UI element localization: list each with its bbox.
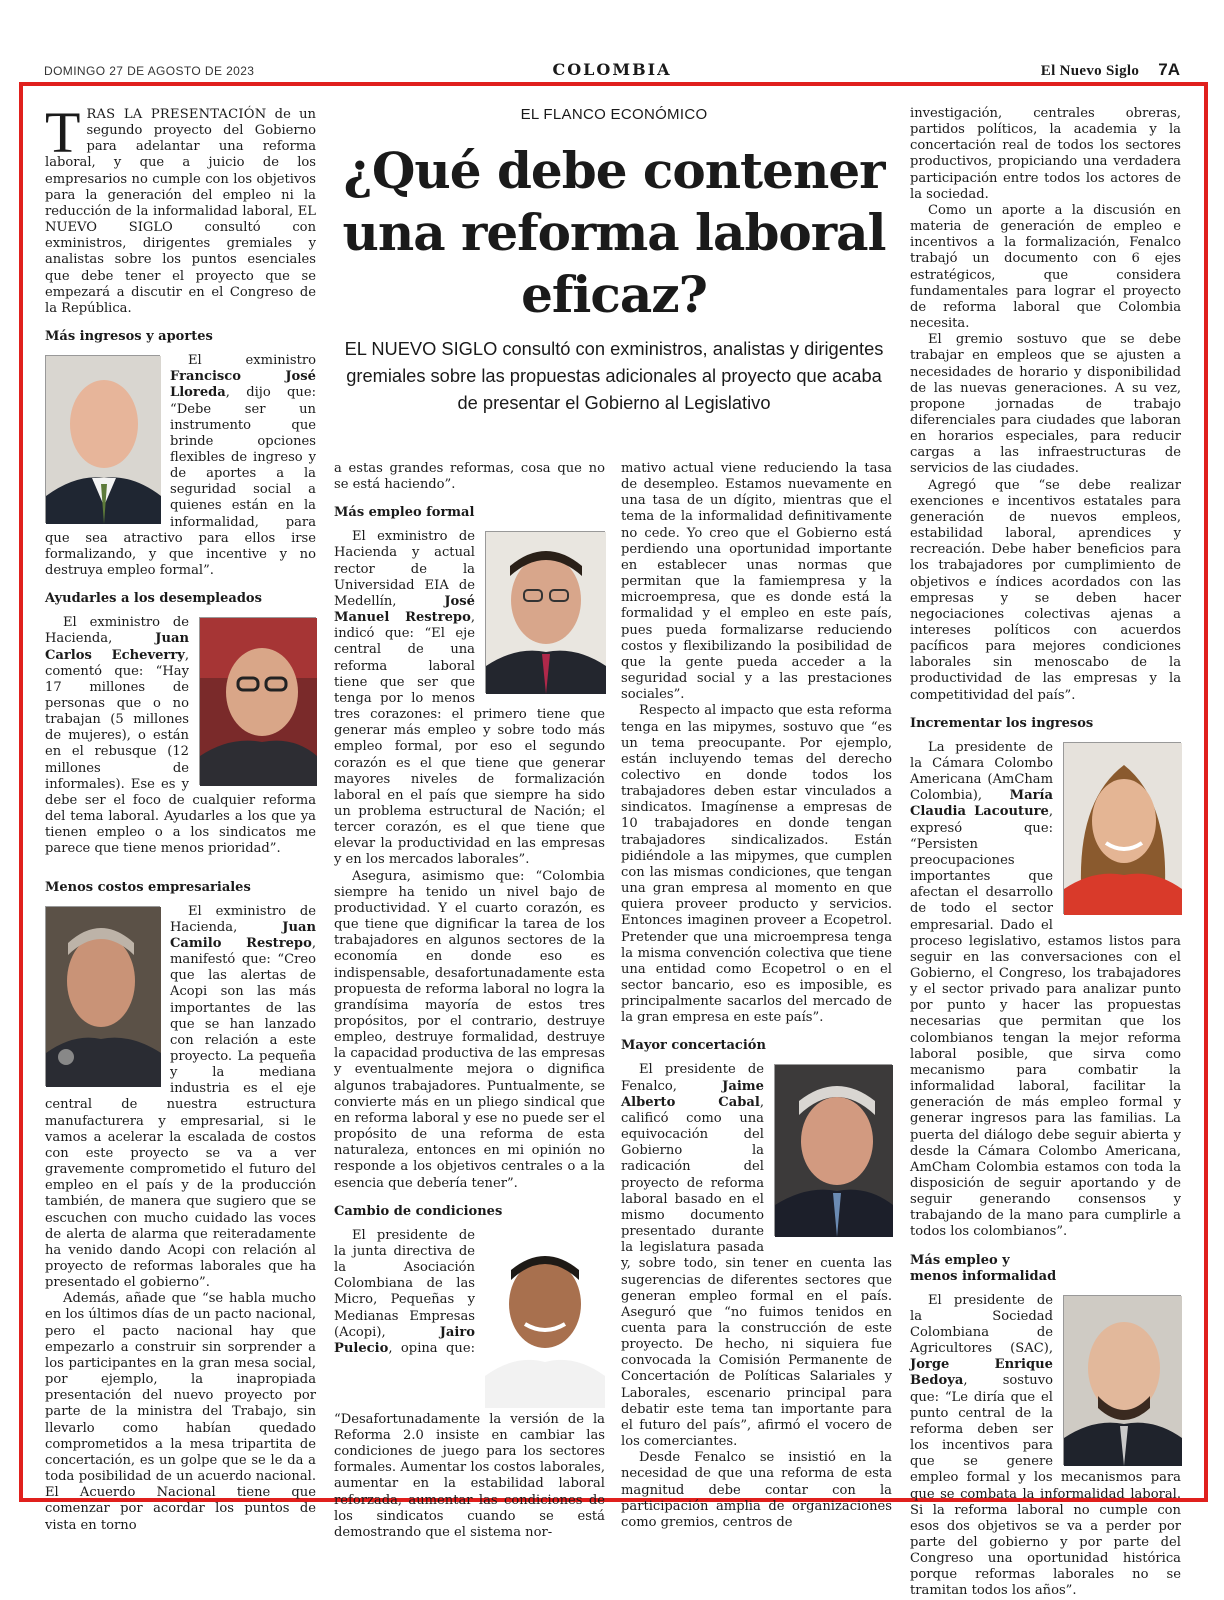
col3-continuation: mativo actual viene reduciendo la tasa de desempleo. Estamos nuevamente en una tasa de un dígito, mientras que el tema de la informalidad definitivamente no cede. Yo creo que el Gobierno está perdiendo una oportunidad importante en establecer unas normas que permitan que la famiempresa y la microempresa, que es donde está la formalidad y el empleo en este país, pues pueda formalizarse reduciendo costos y flexibilizando la posibilidad de que la gente pueda acceder a la seguridad social y a las prestaciones sociales”.	[621, 461, 892, 703]
source-name-cabal: Jaime Alberto Cabal	[621, 1078, 764, 1110]
issue-date: DOMINGO 27 DE AGOSTO DE 2023	[44, 64, 255, 78]
cabal-quote-continued: Desde Fenalco se insistió en la necesidad de que una reforma de esta magnitud debe contar con la participación amplia de organizaciones como gremios, centros de	[621, 1450, 892, 1530]
jose-manuel-quote-continued: Asegura, asimismo que: “Colombia siempre ha tenido un nivel bajo de productividad. Y el cuarto corazón, es que tiene que dignificar la tarea de los trabajadores en algunos sectores de la economía en donde eso es indispensable, desafortunadamente esta propuesta de reforma laboral no logra la grandísima mayoría de estos tres propósitos, por el contrario, destruye empleo, destruye formalidad, destruye la capacidad productiva de las empresas y eventualmente mejora o dignifica algunos trabajadores. Puntualmente, se convierte más en un pliego sindical que en reforma laboral y ese no puede ser el propósito de una reforma de esta naturaleza, entonces en mi opinión no responde a los objetivos centrales o a la esencia que debería tener”.	[334, 868, 605, 1191]
section-name: COLOMBIA	[552, 60, 672, 79]
subhead-costos: Menos costos empresariales	[45, 879, 251, 895]
restrepo-quote: El exministro de Hacienda, Juan Camilo Restrepo, manifestó que: “Creo que las alertas de Acopi son las más importantes de las que se han lanzado con relación a este proyecto. La pequeña y la mediana industria es el eje central de nuestra estructura manufacturera y empresarial, si le vamos a acelerar la escalada de costos con este proyecto se va a ver gravemente comprometido el futuro del empleo en el país y de la producción también, de manera que sugiero que se escuchen con mucho cuidado las voces de alerta de alarma que reiteradamente ha venido dando Acopi con relación al proyecto de reformas laborales que ha presentado el gobierno”.	[45, 903, 316, 1291]
intro-text: de un segundo proyecto del Gobierno para adelantar una reforma laboral, y que a juicio de los empresarios no cumple con los objetivos para la generación del empleo ni la reducción de la informalidad laboral, EL NUEVO SIGLO consultó con exministros, dirigentes gremiales y analistas sobre los puntos esenciales que debe tener el proyecto que se empezará a discutir en el Congreso de la República.	[45, 107, 316, 316]
mipymes-paragraph: Respecto al impacto que esta reforma tenga en las mipymes, sostuvo que “es un tema preocupante. Por ejemplo, están incluyendo temas del derecho colectivo en donde todos los trabajadores deben estar vinculados a sindicatos. Imagínense a empresas de 10 trabajadores en donde tengan trabajadores sindicalizados. Están pidiéndole a las mipymes, que cumplen con las mismas condiciones, que tengan una gran empresa al momento en que quiera proveer producto y servicios. Entonces imaginen proveer a Ecopetrol. Pretender que una microempresa tenga la misma convención colectiva que tiene una entidad como Ecopetrol o en el sector bancario, eso es imposible, es principalmente sacarlos del mercado de la gran empresa en este país”.	[621, 703, 892, 1026]
portrait-photo-jose-manuel-restrepo	[485, 531, 605, 693]
newspaper-brand: El Nuevo Siglo	[1040, 63, 1140, 79]
subhead-cambio: Cambio de condiciones	[334, 1203, 503, 1219]
intro-paragraph	[45, 100, 316, 317]
column-4	[910, 106, 1181, 1600]
portrait-photo-restrepo	[45, 906, 160, 1086]
column-3	[621, 461, 892, 1531]
source-name-lloreda: Francisco José Lloreda	[170, 369, 316, 401]
source-name-restrepo: Juan Camilo Restrepo	[170, 919, 316, 951]
drop-cap: T	[45, 100, 81, 165]
page-header	[44, 60, 1180, 82]
col2-continuation: a estas grandes reformas, cosa que no se está haciendo”.	[334, 461, 605, 493]
column-2	[334, 461, 605, 1541]
article-deck: EL NUEVO SIGLO consultó con exministros, analistas y dirigentes gremiales sobre las propuestas adicionales al proyecto que acaba de presentar el Gobierno al Legislativo	[344, 338, 884, 413]
restrepo-quote-continued: Además, añade que “se habla mucho en los últimos días de un pacto nacional, pero el pacto nacional hay que empezarlo a construir sin sorprender a los participantes en la gran mesa social, por ejemplo, la inapropiada presentación del nuevo proyecto por parte de la ministra del Trabajo, sin llevarlo como habían quedado comprometidos a la mesa tripartita de concertación, es un golpe que se le da a toda posibilidad de un acuerdo nacional. El Acuerdo Nacional tiene que comenzar por acordar los puntos de vista en torno	[45, 1291, 316, 1533]
source-name-lacouture: María Claudia Lacouture	[910, 788, 1053, 820]
subhead-desempleados: Ayudarles a los desempleados	[45, 591, 262, 607]
source-name-bedoya: Jorge Enrique Bedoya	[910, 1357, 1053, 1389]
lacouture-quote: La presidente de la Cámara Colombo Americana (AmCham Colombia), María Claudia Lacouture, expresó que: “Persisten preocupaciones importantes que afectan el desarrollo de todo el sector empresarial. Dado el proceso legislativo, estamos listos para seguir en las conversaciones con el Gobierno, el Congreso, los trabajadores y el sector privado para analizar punto por punto y hacer las propuestas necesarias que permitan que los colombianos tengan la mejor reforma laboral posible, que sirva como mecanismo para combatir la informalidad laboral, facilitar la generación de más empleo formal y generar ingresos para las familias. La puerta del diálogo debe seguir abierta y desde la Cámara Colombo Americana, AmCham Colombia estamos con toda la disposición de seguir aportando y de seguir generando consensos y trabajando de la mano para cumplirle a todos los colombianos”.	[910, 739, 1181, 1240]
portrait-photo-cabal	[774, 1064, 892, 1236]
portrait-photo-bedoya	[1063, 1295, 1181, 1465]
fenalco-jornadas-paragraph: El gremio sostuvo que se debe trabajar en empleos que se ajusten a necesidades de horario y disponibilidad de las nuevas generaciones. A su vez, propone jornadas de trabajo diferenciales para ciudades que laboran en horarios especiales, para reducir cargas a las infraestructuras de servicios de las ciudades.	[910, 332, 1181, 477]
page-number: 7A	[1158, 60, 1180, 79]
lloreda-quote: El exministro Francisco José Lloreda, dijo que: “Debe ser un instrumento que brinde opciones flexibles de ingreso y de aportes a la seguridad social a quienes están en la informalidad, para que sea atractivo para ellos irse formalizando, y que incentive y no destruya empleo formal”.	[45, 353, 316, 579]
subhead-incrementar: Incrementar los ingresos	[910, 715, 1094, 731]
source-name-pulecio: Jairo Pulecio	[334, 1324, 475, 1356]
fenalco-exenciones-paragraph: Agregó que “se debe realizar exenciones e incentivos estatales para generación de nuevos empleos, estabilidad laboral, aprendices y recreación. Debe haber beneficios para los trabajadores por cumplimiento de objetivos e índices acordados con las empresas y se deben hacer negociaciones colectivas ajenas a intereses políticos con acuerdos pacíficos para mejores condiciones laborales sin menoscabo de la productividad de las empresas y la competitividad del país”.	[910, 477, 1181, 703]
fenalco-document-paragraph: Como un aporte a la discusión en materia de generación de empleo e incentivos a la formalización, Fenalco trabajó un documento con 6 ejes estratégicos, que considera fundamentales para lograr el proyecto de reforma laboral que Colombia necesita.	[910, 202, 1181, 332]
lead-caps: RAS LA PRESENTACIÓN	[86, 107, 267, 122]
column-1	[45, 100, 316, 1534]
bedoya-quote: El presidente de la Sociedad Colombiana de Agricultores (SAC), Jorge Enrique Bedoya, sostuvo que: “Le diría que el punto central de la reforma deben ser los incentivos para que se genere empleo formal y los mecanismos para que se combata la informalidad laboral. Si la reforma laboral no cumple con esos dos objetivos se va a perder por parte del gobierno y por parte del Congreso una oportunidad histórica porque reformas laborales no se tramitan todos los años”.	[910, 1292, 1181, 1599]
header-right	[1041, 60, 1180, 80]
jose-manuel-quote: El exministro de Hacienda y actual rector de la Universidad EIA de Medellín, José Manuel Restrepo, indicó que: “El eje central de una reforma laboral tiene que ser que tenga por lo menos tres corazones: el primero tiene que generar más empleo y sobre todo más empleo formal, por eso el segundo corazón es el que tiene que generar mayores niveles de formalización laboral en el país que siempre ha sido un problema estructural de Nación; el tercer corazón, es el que tiene que elevar la productividad en las empresas y en los mercados laborales”.	[334, 529, 605, 868]
echeverry-quote: El exministro de Hacienda, Juan Carlos Echeverry, comentó que: “Hay 17 millones de personas que o no trabajan (5 millones de mujeres), o están en el rebusque (12 millones de informales). Ese es y debe ser el foco de cualquier reforma del tema laboral. Ayudarles a los que ya tienen empleo o a los sindicatos me parece que tiene menos prioridad”.	[45, 615, 316, 857]
source-name-echeverry: Juan Carlos Echeverry	[45, 631, 189, 663]
portrait-photo-pulecio	[485, 1230, 605, 1408]
subhead-concertacion: Mayor concertación	[621, 1038, 766, 1054]
portrait-photo-lacouture	[1063, 742, 1181, 914]
subhead-informalidad: Más empleo y menos informalidad	[910, 1252, 1057, 1284]
portrait-photo-lloreda	[45, 355, 160, 523]
pulecio-quote: El presidente de la junta directiva de la Asociación Colombiana de las Micro, Pequeñas y Medianas Empresas (Acopi), Jairo Pulecio, opina que: “Desafortunadamente la versión de la Reforma 2.0 insiste en cambiar las condiciones de juego para los sectores formales. Aumentar los costos laborales, aumentar en la estabilidad laboral reforzada, aumentar las condiciones de los sindicatos cuando se está demostrando que el sistema nor-	[334, 1227, 605, 1540]
cabal-quote: El presidente de Fenalco, Jaime Alberto Cabal, calificó como una equivocación del Gobierno la radicación del proyecto de reforma laboral basado en el mismo documento presentado durante la legislatura pasada y, sobre todo, sin tener en cuenta las sugerencias de diferentes sectores que generan empleo formal en el país. Aseguró que “no fuimos tenidos en cuenta para la construcción de este proyecto. De hecho, ni siquiera fue convocada la Comisión Permanente de Concertación de Políticas Salariales y Laborales, escenario principal para debatir este tema tan importante para el futuro del país”, afirmó el vocero de los comerciantes.	[621, 1062, 892, 1450]
subhead-empleo-formal: Más empleo formal	[334, 505, 475, 521]
subhead-ingresos: Más ingresos y aportes	[45, 329, 213, 345]
col4-continuation: investigación, centrales obreras, partidos políticos, la academia y la concertación real de todos los sectores productivos, propiciando una verdadera participación entre todos los actores de la sociedad.	[910, 106, 1181, 202]
source-name-jose-manuel: José Manuel Restrepo	[334, 593, 475, 626]
article-kicker: EL FLANCO ECONÓMICO	[520, 106, 708, 123]
article-headline: ¿Qué debe contener una reforma laboral eficaz?	[342, 141, 886, 324]
portrait-photo-echeverry	[199, 617, 316, 785]
